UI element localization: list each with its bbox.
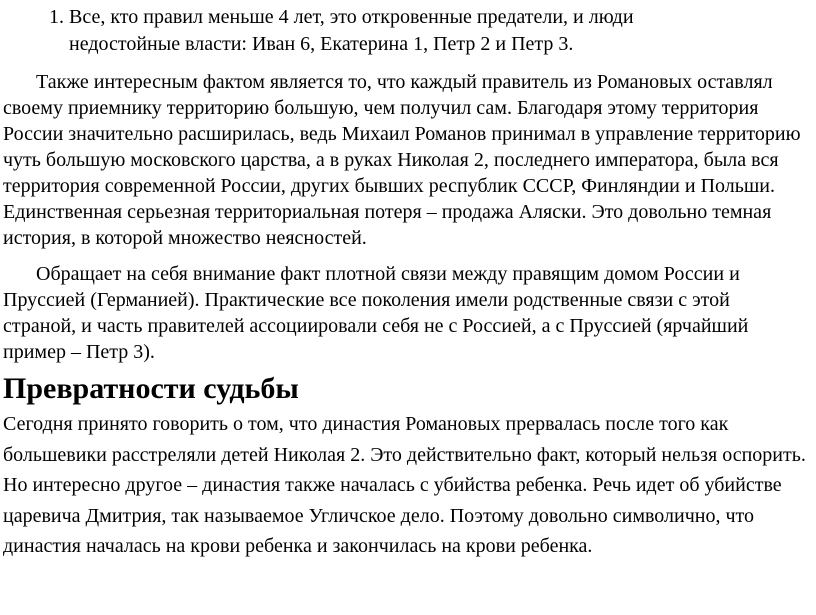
list-item xyxy=(3,4,806,58)
paragraph-territory: Также интересным фактом является то, что каждый правитель из Романовых оставлял своему приемнику территорию большую, чем получил сам. Благодаря этому территория России значительно расширилась, ведь Михаил Романов принимал в управление территорию чуть большую московского царства, а в руках Николая 2, последнего императора, была вся территория современной России, других бывших республик СССР, Финляндии и Польши. Единственная серьезная территориальная потеря – продажа Аляски. Это довольно темная история, в которой множество неясностей. xyxy=(3,71,801,249)
numbered-list xyxy=(3,0,806,58)
section-text: Сегодня принято говорить о том, что династия Романовых прервалась после того как большевики расстреляли детей Николая 2. Это действительно факт, который нельзя оспорить. Но интересно другое – династия также началась с убийства ребенка. Речь идет об убийстве царевича Дмитрия, так называемое Угличское дело. Поэтому довольно символично, что династия началась на крови ребенка и закончилась на крови ребенка. xyxy=(3,413,806,558)
list-item-number: 1. xyxy=(49,6,64,28)
list-item-text: Все, кто правил меньше 4 лет, это откровенные предатели, и люди недостойные власти: Иван 6, Екатерина 1, Петр 2 и Петр 3. xyxy=(69,6,634,55)
paragraph-prussia: Обращает на себя внимание факт плотной связи между правящим домом России и Пруссией (Германией). Практические все поколения имели родственные связи с этой страной, и часть правителей ассоциировали себя не с Россией, а с Пруссией (ярчайший пример – Петр 3). xyxy=(3,263,749,363)
section-heading: Превратности судьбы xyxy=(3,372,299,405)
